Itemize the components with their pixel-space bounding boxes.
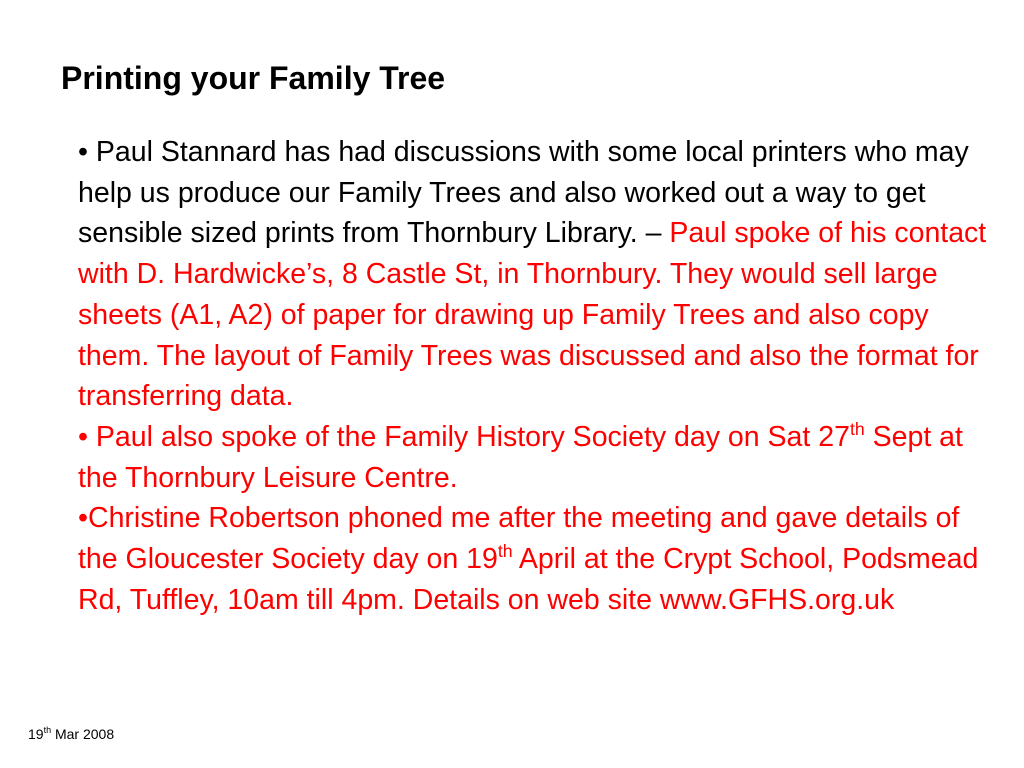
paragraph-3-text-before: Christine Robertson phoned me after the meeting and gave details of the Gloucester Society day on 19 <box>78 502 960 576</box>
paragraph-2-superscript: th <box>849 418 865 439</box>
paragraph-1-red-text: Paul spoke of his contact with D. Hardwicke’s, 8 Castle St, in Thornbury. They would sell large sheets (A1, A2) of paper for drawing up Family Trees and also copy them. The layout of Family Trees was discussed and also the format for transferring data. <box>78 217 987 413</box>
paragraph-3-text-after: April at the Crypt School, Podsmead Rd, Tuffley, 10am till 4pm. Details on web site www.GFHS.org.uk <box>78 543 979 616</box>
bullet-icon: • <box>78 502 88 535</box>
footer-date <box>28 725 114 743</box>
slide-title: Printing your Family Tree <box>61 60 446 96</box>
bullet-paragraph-gloucester <box>78 498 998 620</box>
bullet-paragraph-society-day <box>78 417 998 498</box>
footer-month-year: Mar 2008 <box>51 726 115 742</box>
footer-superscript: th <box>43 724 52 735</box>
bullet-paragraph-printers <box>78 132 998 417</box>
paragraph-2-text-before: Paul also spoke of the Family History Society day on Sat 27 <box>87 420 850 453</box>
bullet-icon: • <box>78 420 88 453</box>
paragraph-3-superscript: th <box>497 540 513 561</box>
bullet-icon: • <box>78 136 88 168</box>
slide-body <box>78 132 998 620</box>
footer-day: 19 <box>28 726 44 742</box>
paragraph-1-black-text: Paul Stannard has had discussions with some local printers who may help us produce our Family Trees and also worked out a way to get sensible sized prints from Thornbury Library. – <box>78 136 969 250</box>
paragraph-2-text-after: Sept at the Thornbury Leisure Centre. <box>78 420 963 494</box>
